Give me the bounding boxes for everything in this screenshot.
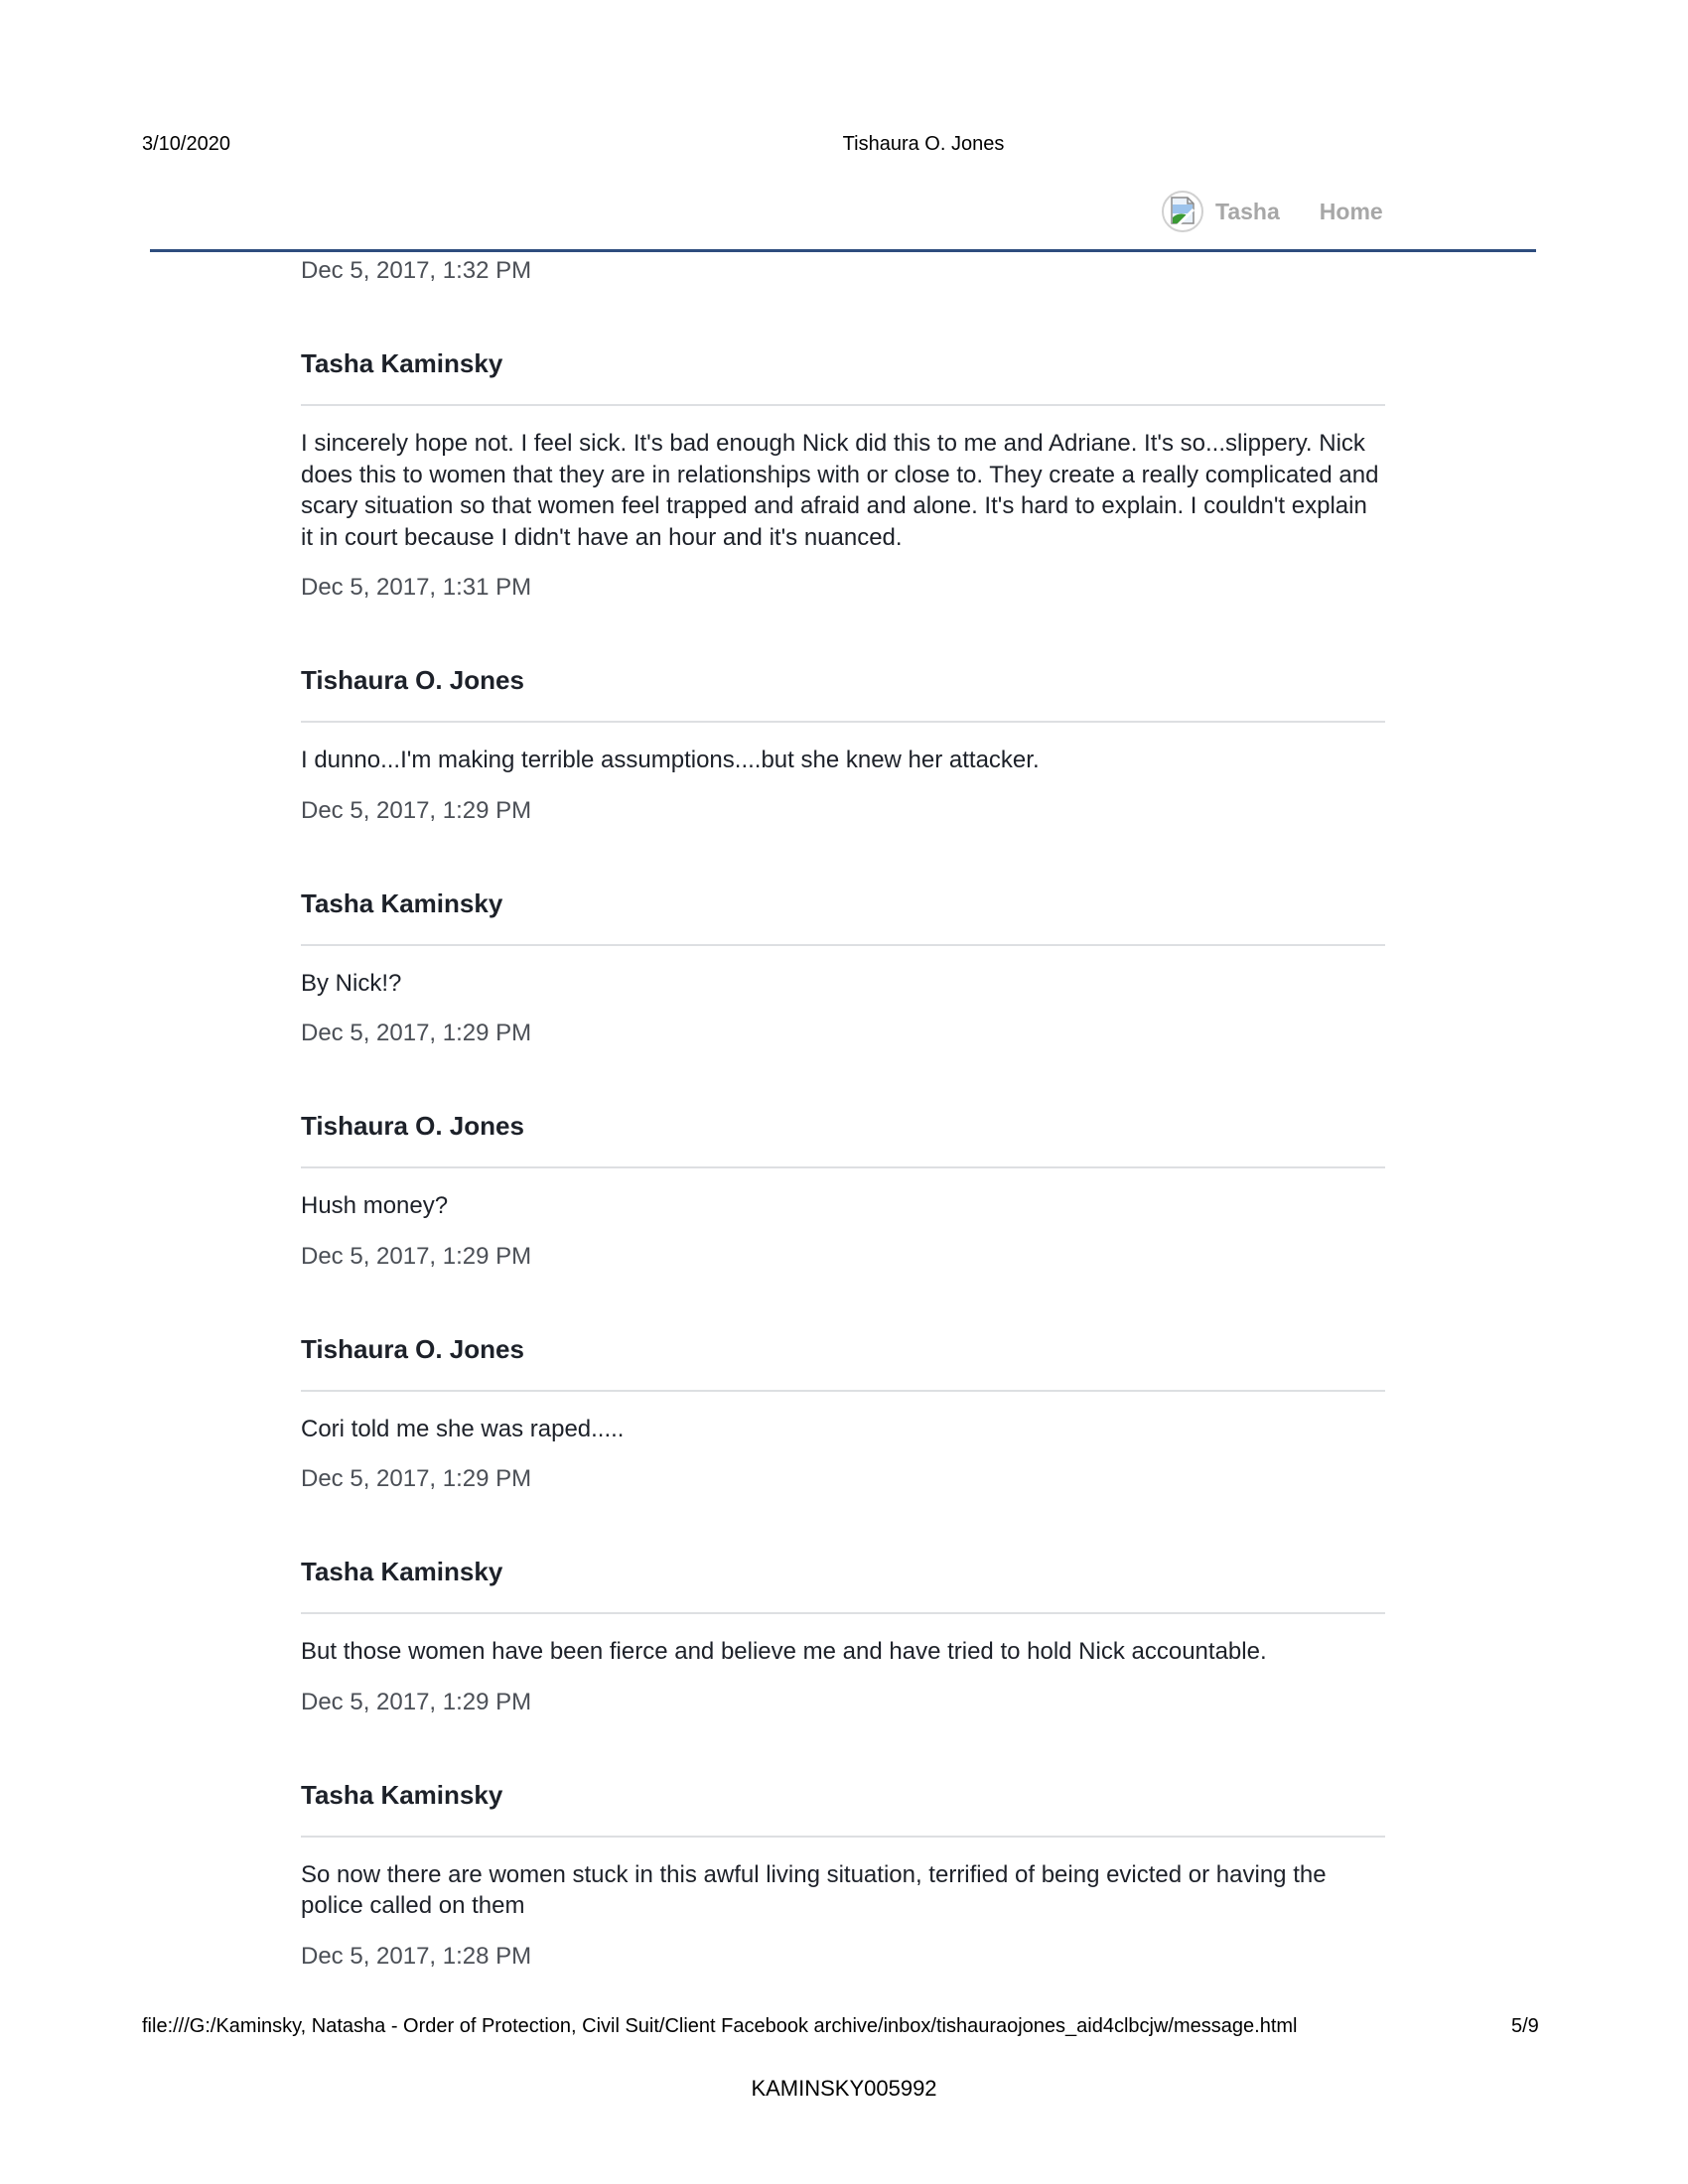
message-timestamp: Dec 5, 2017, 1:28 PM	[301, 1942, 532, 1970]
header-divider	[150, 249, 1536, 252]
message-timestamp: Dec 5, 2017, 1:32 PM	[301, 257, 532, 284]
message-text: I sincerely hope not. I feel sick. It's bad enough Nick did this to me and Adriane. It's so...slippery. Nick does this to women that they are in relationships with or close to. They create a really complicated and scary situation so that women feel trapped and afraid and alone. It's hard to explain. I couldn't explain it in court because I didn't have an hour and it's nuanced.	[301, 430, 1379, 551]
avatar[interactable]	[1162, 191, 1203, 232]
message-sender: Tishaura O. Jones	[301, 1111, 524, 1141]
nav-user-link[interactable]: Tasha	[1215, 198, 1280, 224]
message-text: Hush money?	[301, 1192, 449, 1219]
print-header	[0, 133, 1688, 163]
message-sender: Tishaura O. Jones	[301, 1333, 524, 1364]
message-timestamp: Dec 5, 2017, 1:29 PM	[301, 1688, 532, 1715]
message-sender: Tishaura O. Jones	[301, 665, 524, 695]
message-sender: Tasha Kaminsky	[301, 1779, 503, 1810]
message-timestamp: Dec 5, 2017, 1:29 PM	[301, 796, 532, 824]
message-text: By Nick!?	[301, 969, 402, 997]
message-text: But those women have been fierce and believe me and have tried to hold Nick accountable.	[301, 1638, 1267, 1665]
message-timestamp: Dec 5, 2017, 1:29 PM	[301, 1465, 532, 1492]
message-item	[301, 347, 1385, 603]
message-divider	[301, 721, 1385, 723]
top-nav	[1162, 189, 1383, 234]
message-timestamp: Dec 5, 2017, 1:29 PM	[301, 1242, 532, 1270]
message-sender: Tasha Kaminsky	[301, 887, 503, 918]
message-text: I dunno...I'm making terrible assumptions....but she knew her attacker.	[301, 747, 1040, 773]
message-timestamp: Dec 5, 2017, 1:31 PM	[301, 574, 532, 601]
message-timestamp: Dec 5, 2017, 1:29 PM	[301, 1020, 532, 1046]
nav-home-link[interactable]: Home	[1319, 198, 1383, 224]
message-text: Cori told me she was raped.....	[301, 1415, 625, 1442]
message-item	[301, 887, 1385, 1049]
print-date: 3/10/2020	[142, 133, 230, 155]
broken-image-icon	[1168, 196, 1197, 227]
message-divider	[301, 944, 1385, 946]
print-title: Tishaura O. Jones	[842, 133, 1005, 155]
message-item	[301, 1110, 1385, 1272]
message-divider	[301, 1166, 1385, 1168]
message-sender: Tasha Kaminsky	[301, 1557, 503, 1586]
message-sender: Tasha Kaminsky	[301, 348, 503, 378]
message-thread	[301, 256, 1385, 1972]
message-divider	[301, 1390, 1385, 1392]
message-divider	[301, 1836, 1385, 1838]
message-divider	[301, 404, 1385, 406]
message-item	[301, 664, 1385, 826]
message-item	[301, 1333, 1385, 1495]
bates-number: KAMINSKY005992	[751, 2076, 937, 2101]
message-divider	[301, 1612, 1385, 1614]
message-item	[301, 1779, 1385, 1972]
page-number: 5/9	[1511, 2015, 1539, 2037]
footer-file-path: file:///G:/Kaminsky, Natasha - Order of Protection, Civil Suit/Client Facebook archive/inbox/tishauraojones_aid4clbcjw/message.html	[142, 2015, 1298, 2037]
message-text: So now there are women stuck in this awful living situation, terrified of being evicted or having the police called on them	[301, 1860, 1327, 1919]
message-item	[301, 1556, 1385, 1717]
